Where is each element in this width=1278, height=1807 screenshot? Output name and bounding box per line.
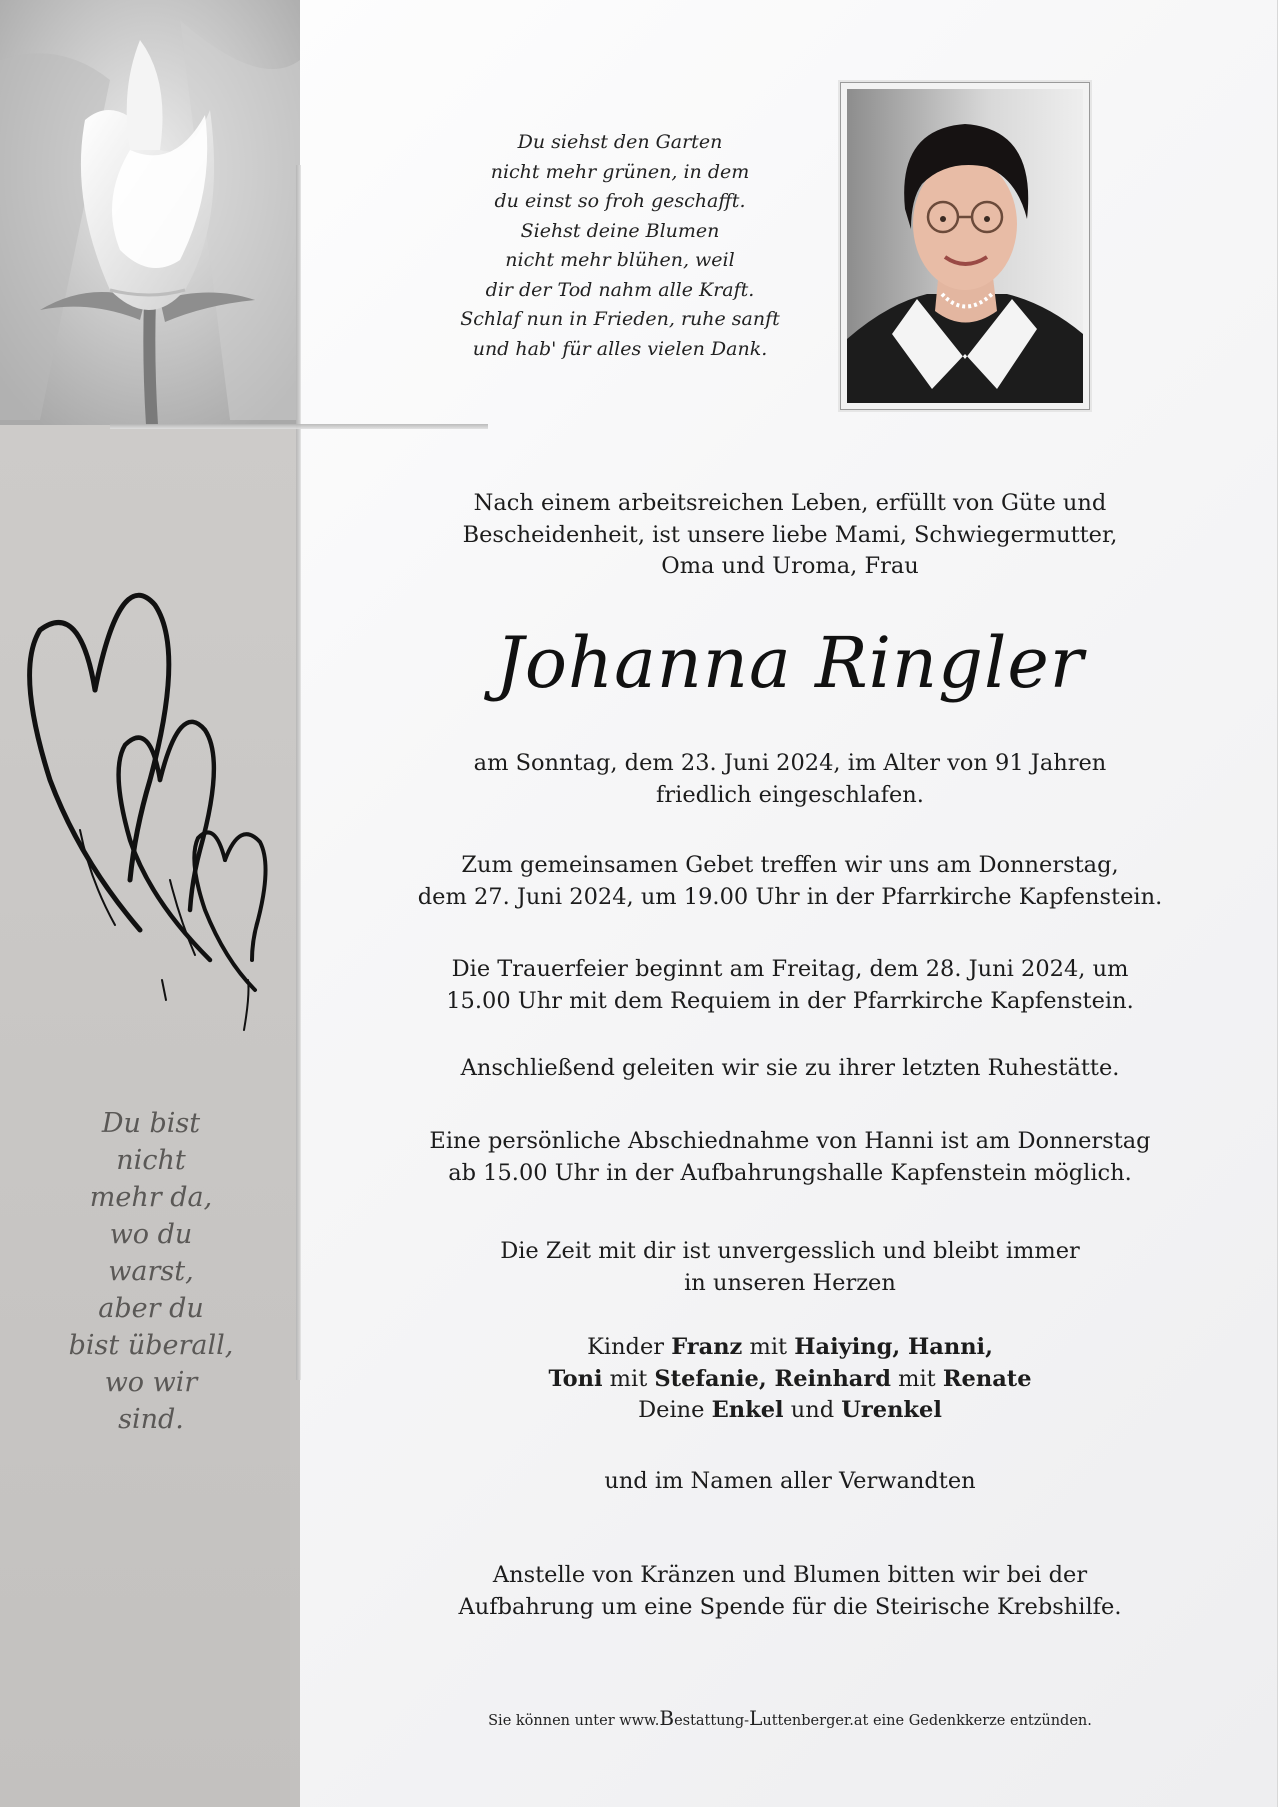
family-text: mit bbox=[890, 1365, 943, 1392]
sidebar-quote-line: bist überall, bbox=[68, 1330, 234, 1361]
portrait-photo bbox=[840, 82, 1090, 410]
poem-line: dir der Tod nahm alle Kraft. bbox=[485, 278, 755, 301]
deceased-name: Johanna Ringler bbox=[495, 622, 1085, 704]
footer-text: Sie können unter www. bbox=[488, 1713, 660, 1729]
passing-text bbox=[400, 748, 1180, 811]
viewing-line: ab 15.00 Uhr in der Aufbahrungshalle Kapfenstein möglich. bbox=[448, 1159, 1132, 1186]
poem-line: Du siehst den Garten bbox=[517, 131, 723, 153]
footer-text: estattung- bbox=[674, 1713, 750, 1729]
family-text: Deine bbox=[638, 1397, 712, 1423]
family-text: mit bbox=[602, 1365, 655, 1392]
cross-vertical-bar bbox=[296, 165, 301, 1380]
family-name: Franz bbox=[671, 1334, 743, 1360]
family-line bbox=[400, 1332, 1180, 1364]
sidebar-quote-line: warst, bbox=[108, 1256, 194, 1287]
poem-line: nicht mehr grünen, in dem bbox=[490, 160, 750, 183]
poem-line: du einst so froh geschafft. bbox=[494, 190, 746, 212]
poem-line: Schlaf nun in Frieden, ruhe sanft bbox=[460, 308, 780, 330]
passing-line: am Sonntag, dem 23. Juni 2024, im Alter von 91 Jahren bbox=[473, 750, 1107, 776]
sidebar-quote-line: Du bist bbox=[101, 1108, 201, 1139]
rest-text bbox=[400, 1053, 1180, 1085]
viewing-line: Eine persönliche Abschiednahme von Hanni ist am Donnerstag bbox=[429, 1128, 1151, 1154]
white-rose-image bbox=[0, 0, 300, 425]
footer-initial: L bbox=[749, 1706, 763, 1730]
memory-text bbox=[400, 1236, 1180, 1299]
prayer-line: Zum gemeinsamen Gebet treffen wir uns am Donnerstag, bbox=[461, 852, 1119, 878]
poem-line: und hab' für alles vielen Dank. bbox=[472, 337, 768, 360]
relatives-line: und im Namen aller Verwandten bbox=[604, 1468, 976, 1494]
sidebar-quote-line: aber du bbox=[98, 1293, 204, 1324]
sidebar-quote-line: mehr da, bbox=[89, 1182, 213, 1213]
sidebar-quote-line: wo wir bbox=[104, 1367, 198, 1398]
footer-initial: B bbox=[659, 1706, 675, 1730]
family-name: Toni bbox=[548, 1365, 603, 1392]
prayer-text bbox=[400, 850, 1180, 913]
family-name: Renate bbox=[942, 1365, 1032, 1392]
poem-line: nicht mehr blühen, weil bbox=[505, 249, 735, 271]
intro-line: Nach einem arbeitsreichen Leben, erfüllt von Güte und bbox=[473, 490, 1107, 516]
prayer-line: dem 27. Juni 2024, um 19.00 Uhr in der Pfarrkirche Kapfenstein. bbox=[417, 883, 1163, 910]
sidebar-quote-line: wo du bbox=[109, 1219, 193, 1250]
family-text: Kinder bbox=[587, 1334, 672, 1360]
intro-text bbox=[400, 488, 1180, 583]
family-name: Haiying, Hanni, bbox=[794, 1334, 993, 1360]
memory-line: Die Zeit mit dir ist unvergesslich und bleibt immer bbox=[500, 1238, 1080, 1264]
donation-line: Aufbahrung um eine Spende für die Steirische Krebshilfe. bbox=[458, 1593, 1122, 1620]
funeral-line: Die Trauerfeier beginnt am Freitag, dem 28. Juni 2024, um bbox=[451, 956, 1129, 982]
intro-line: Oma und Uroma, Frau bbox=[661, 553, 919, 579]
family-line bbox=[400, 1395, 1180, 1427]
donation-text bbox=[400, 1560, 1180, 1623]
memory-line: in unseren Herzen bbox=[684, 1269, 896, 1296]
passing-line: friedlich eingeschlafen. bbox=[656, 781, 924, 808]
family-list bbox=[400, 1332, 1180, 1427]
donation-line: Anstelle von Kränzen und Blumen bitten wir bei der bbox=[492, 1562, 1088, 1588]
sidebar-quote bbox=[40, 1105, 262, 1438]
funeral-line: 15.00 Uhr mit dem Requiem in der Pfarrkirche Kapfenstein. bbox=[446, 987, 1134, 1014]
footer-link-text[interactable] bbox=[400, 1706, 1180, 1730]
family-line bbox=[400, 1364, 1180, 1396]
family-name: Stefanie, Reinhard bbox=[654, 1365, 891, 1392]
sidebar-quote-line: nicht bbox=[116, 1145, 186, 1176]
family-name: Urenkel bbox=[841, 1397, 942, 1423]
relatives-text bbox=[400, 1466, 1180, 1498]
family-text: mit bbox=[742, 1334, 795, 1360]
intro-line: Bescheidenheit, ist unsere liebe Mami, Schwiegermutter, bbox=[462, 521, 1118, 548]
viewing-text bbox=[400, 1126, 1180, 1189]
footer-text: uttenberger.at eine Gedenkkerze entzünden. bbox=[762, 1713, 1092, 1729]
poem-line: Siehst deine Blumen bbox=[520, 219, 720, 242]
rest-line: Anschließend geleiten wir sie zu ihrer letzten Ruhestätte. bbox=[460, 1055, 1120, 1081]
family-text: und bbox=[783, 1397, 842, 1423]
three-hearts-icon bbox=[20, 580, 280, 1060]
cross-horizontal-bar bbox=[110, 424, 488, 429]
sidebar-quote-line: sind. bbox=[118, 1404, 184, 1435]
white-rose-icon bbox=[0, 0, 300, 425]
poem bbox=[420, 128, 820, 364]
funeral-text bbox=[400, 954, 1180, 1017]
portrait-image bbox=[847, 89, 1083, 403]
family-name: Enkel bbox=[711, 1397, 784, 1423]
